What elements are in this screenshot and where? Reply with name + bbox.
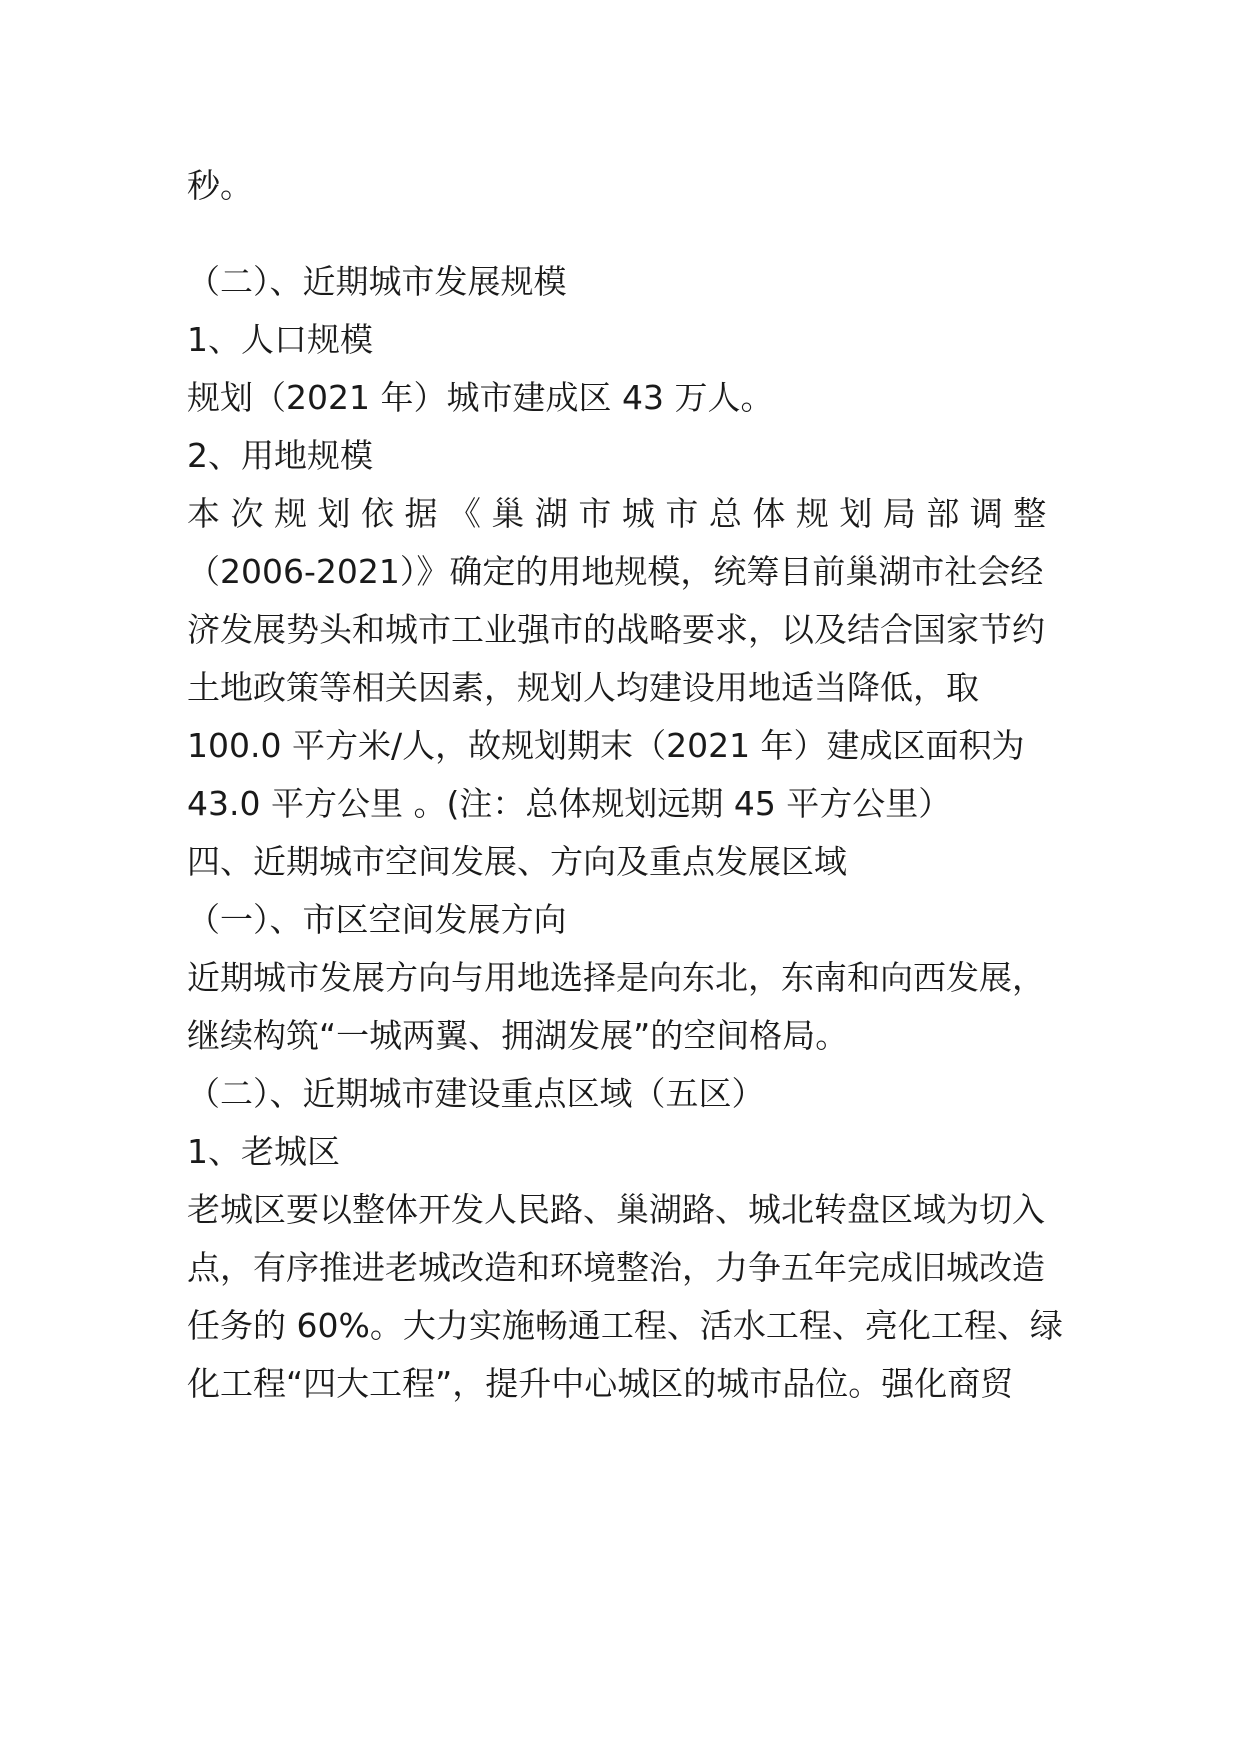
continuation-line: 秒。 bbox=[187, 166, 253, 205]
paragraph-line: 近期城市发展方向与用地选择是向东北，东南和向西发展， bbox=[187, 958, 1045, 997]
chapter-heading: 四、近期城市空间发展、方向及重点发展区域 bbox=[187, 842, 847, 881]
paragraph-line: 43.0 平方公里 。(注：总体规划远期 45 平方公里） bbox=[187, 784, 952, 823]
subsection-heading: 1、人口规模 bbox=[187, 320, 373, 359]
paragraph-line: 老城区要以整体开发人民路、巢湖路、城北转盘区域为切入 bbox=[187, 1190, 1045, 1229]
paragraph-line: 任务的 60%。大力实施畅通工程、活水工程、亮化工程、绿 bbox=[187, 1306, 1063, 1345]
subsection-heading: 1、老城区 bbox=[187, 1132, 340, 1171]
paragraph-line: 继续构筑“一城两翼、拥湖发展”的空间格局。 bbox=[187, 1016, 849, 1055]
paragraph-line: 规划（2021 年）城市建成区 43 万人。 bbox=[187, 378, 774, 417]
paragraph-line: （2006-2021）》确定的用地规模，统筹目前巢湖市社会经 bbox=[187, 552, 1044, 591]
paragraph-line: 本 次 规 划 依 据 《 巢 湖 市 城 市 总 体 规 划 局 部 调 整 bbox=[187, 494, 1047, 533]
paragraph-line: 土地政策等相关因素，规划人均建设用地适当降低，取 bbox=[187, 668, 979, 707]
paragraph-line: 100.0 平方米/人，故规划期末（2021 年）建成区面积为 bbox=[187, 726, 1025, 765]
paragraph-line: 点，有序推进老城改造和环境整治，力争五年完成旧城改造 bbox=[187, 1248, 1045, 1287]
section-heading: （一）、市区空间发展方向 bbox=[187, 900, 567, 939]
paragraph-line: 济发展势头和城市工业强市的战略要求，以及结合国家节约 bbox=[187, 610, 1045, 649]
section-heading: （二）、近期城市发展规模 bbox=[187, 262, 567, 301]
paragraph-line: 化工程“四大工程”，提升中心城区的城市品位。强化商贸 bbox=[187, 1364, 1014, 1403]
subsection-heading: 2、用地规模 bbox=[187, 436, 373, 475]
section-heading: （二）、近期城市建设重点区域（五区） bbox=[187, 1074, 765, 1113]
